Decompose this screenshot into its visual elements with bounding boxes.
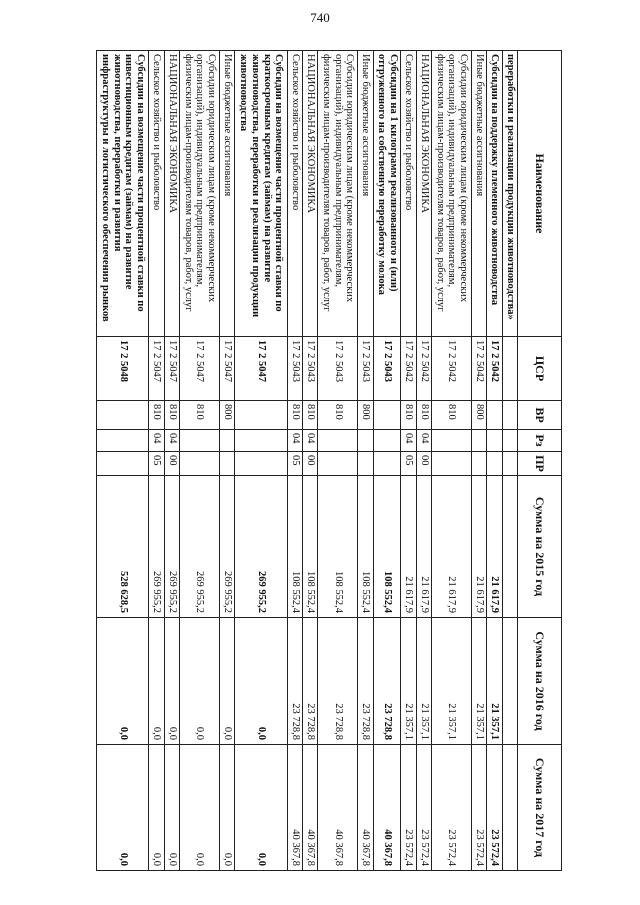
cell-name: Иные бюджетные ассигнования (471, 51, 486, 337)
cell-sum-2016: 0,0 (220, 618, 235, 745)
cell-vr (97, 401, 149, 430)
cell-name: Субсидии на 1 килограмм реализованного и (или) отгруженного на собственную переработку молока (373, 51, 401, 337)
cell-rz (487, 430, 502, 452)
cell-vr: 810 (149, 401, 164, 430)
cell-vr: 800 (220, 401, 235, 430)
cell-sum-2017: 40 367,8 (358, 745, 373, 871)
cell-pr (431, 452, 471, 476)
table-row (401, 51, 416, 871)
cell-csr: 17 2 5042 (431, 337, 471, 401)
table-body (97, 51, 518, 871)
cell-csr: 17 2 5047 (149, 337, 164, 401)
table-row (287, 51, 302, 871)
cell-sum-2016: 0,0 (235, 618, 287, 745)
table-row (502, 51, 517, 871)
cell-pr (502, 452, 517, 476)
cell-csr: 17 2 5042 (487, 337, 502, 401)
cell-sum-2016: 0,0 (149, 618, 164, 745)
table-row (373, 51, 401, 871)
cell-rz (471, 430, 486, 452)
header-sum-2015: Сумма на 2015 год (518, 476, 562, 618)
cell-sum-2017: 40 367,8 (287, 745, 302, 871)
header-rz: Рз (518, 430, 562, 452)
cell-pr: 00 (164, 452, 179, 476)
cell-sum-2017: 0,0 (149, 745, 164, 871)
cell-name: Субсидии юридическим лицам (кроме некоммерческих организаций), индивидуальным предпринимателям, физическим лицам-производителям товаров, работ, услуг (431, 51, 471, 337)
cell-sum-2016: 21 357,1 (487, 618, 502, 745)
cell-pr: 00 (416, 452, 431, 476)
page-number: 740 (310, 10, 330, 25)
cell-vr (373, 401, 401, 430)
cell-rz (180, 430, 220, 452)
cell-sum-2015: 269 955,2 (235, 476, 287, 618)
cell-sum-2017: 23 572,4 (416, 745, 431, 871)
cell-rz: 04 (149, 430, 164, 452)
budget-table (96, 50, 562, 871)
cell-name: НАЦИОНАЛЬНАЯ ЭКОНОМИКА (302, 51, 317, 337)
table-row (318, 51, 358, 871)
cell-vr: 810 (180, 401, 220, 430)
cell-name: Субсидии юридическим лицам (кроме некоммерческих организаций), индивидуальным предпринимателям, физическим лицам-производителям товаров, работ, услуг (318, 51, 358, 337)
cell-pr (487, 452, 502, 476)
cell-pr (180, 452, 220, 476)
cell-sum-2015: 269 955,2 (164, 476, 179, 618)
cell-csr: 17 2 5042 (471, 337, 486, 401)
cell-rz (431, 430, 471, 452)
cell-sum-2016: 0,0 (164, 618, 179, 745)
cell-csr: 17 2 5043 (373, 337, 401, 401)
cell-csr: 17 2 5043 (358, 337, 373, 401)
cell-name: Субсидии юридическим лицам (кроме некоммерческих организаций), индивидуальным предпринимателям, физическим лицам-производителям товаров, работ, услуг (180, 51, 220, 337)
cell-sum-2016: 23 728,8 (358, 618, 373, 745)
cell-name: Субсидии на поддержку племенного животноводства (487, 51, 502, 337)
table-row (416, 51, 431, 871)
table-row (164, 51, 179, 871)
cell-rz (502, 430, 517, 452)
table-row (220, 51, 235, 871)
cell-pr: 05 (149, 452, 164, 476)
cell-sum-2016: 21 357,1 (416, 618, 431, 745)
cell-vr (502, 401, 517, 430)
cell-name: Субсидии на возмещение части процентной ставки по краткосрочным кредитам (займам) на развитие животноводства, переработки и реализации продукции животноводства (235, 51, 287, 337)
cell-sum-2015: 269 955,2 (180, 476, 220, 618)
cell-name: НАЦИОНАЛЬНАЯ ЭКОНОМИКА (416, 51, 431, 337)
cell-sum-2015: 269 955,2 (149, 476, 164, 618)
cell-sum-2016: 23 728,8 (287, 618, 302, 745)
header-pr: ПР (518, 452, 562, 476)
table-row (431, 51, 471, 871)
cell-pr: 00 (302, 452, 317, 476)
cell-sum-2017: 23 572,4 (401, 745, 416, 871)
cell-rz: 04 (164, 430, 179, 452)
cell-csr: 17 2 5043 (302, 337, 317, 401)
cell-csr: 17 2 5043 (318, 337, 358, 401)
cell-rz (235, 430, 287, 452)
header-sum-2017: Сумма на 2017 год (518, 745, 562, 871)
cell-pr (471, 452, 486, 476)
cell-pr (97, 452, 149, 476)
cell-vr: 810 (318, 401, 358, 430)
cell-sum-2017: 0,0 (220, 745, 235, 871)
cell-sum-2015: 108 552,4 (302, 476, 317, 618)
cell-sum-2017: 23 572,4 (487, 745, 502, 871)
cell-name: Субсидии на возмещение части процентной ставки по инвестиционным кредитам (займам) на развитие животноводства, переработки и развития инфраструктуры и логистического обеспечения рынков (97, 51, 149, 337)
cell-sum-2016: 0,0 (180, 618, 220, 745)
cell-csr: 17 2 5048 (97, 337, 149, 401)
header-sum-2016: Сумма на 2016 год (518, 618, 562, 745)
cell-name: Иные бюджетные ассигнования (220, 51, 235, 337)
cell-name: Сельское хозяйство и рыболовство (401, 51, 416, 337)
cell-csr: 17 2 5042 (401, 337, 416, 401)
cell-csr: 17 2 5047 (235, 337, 287, 401)
cell-rz: 04 (416, 430, 431, 452)
cell-name: НАЦИОНАЛЬНАЯ ЭКОНОМИКА (164, 51, 179, 337)
cell-sum-2017: 0,0 (164, 745, 179, 871)
cell-name: Сельское хозяйство и рыболовство (287, 51, 302, 337)
cell-rz (97, 430, 149, 452)
table-row (235, 51, 287, 871)
cell-vr: 810 (401, 401, 416, 430)
table-row (149, 51, 164, 871)
header-vr: ВР (518, 401, 562, 430)
cell-name: Иные бюджетные ассигнования (358, 51, 373, 337)
cell-rz (358, 430, 373, 452)
cell-vr: 810 (287, 401, 302, 430)
cell-rz: 04 (287, 430, 302, 452)
cell-csr: 17 2 5042 (416, 337, 431, 401)
table-row (471, 51, 486, 871)
cell-pr: 05 (401, 452, 416, 476)
cell-sum-2016: 21 357,1 (471, 618, 486, 745)
cell-vr: 810 (416, 401, 431, 430)
header-name: Наименование (518, 51, 562, 337)
cell-pr (235, 452, 287, 476)
cell-csr (502, 337, 517, 401)
cell-pr (220, 452, 235, 476)
cell-vr: 810 (302, 401, 317, 430)
cell-name: переработки и реализации продукции животноводства» (502, 51, 517, 337)
cell-sum-2015: 108 552,4 (287, 476, 302, 618)
cell-sum-2015: 21 617,9 (471, 476, 486, 618)
cell-name: Сельское хозяйство и рыболовство (149, 51, 164, 337)
cell-rz (220, 430, 235, 452)
cell-csr: 17 2 5043 (287, 337, 302, 401)
cell-sum-2015: 21 617,9 (431, 476, 471, 618)
cell-sum-2015: 108 552,4 (358, 476, 373, 618)
cell-csr: 17 2 5047 (220, 337, 235, 401)
cell-sum-2017: 0,0 (180, 745, 220, 871)
cell-vr: 810 (164, 401, 179, 430)
cell-rz: 04 (302, 430, 317, 452)
cell-sum-2015: 528 628,5 (97, 476, 149, 618)
cell-sum-2015: 21 617,9 (401, 476, 416, 618)
cell-sum-2015: 21 617,9 (487, 476, 502, 618)
cell-sum-2016: 21 357,1 (431, 618, 471, 745)
cell-sum-2017: 40 367,8 (318, 745, 358, 871)
cell-vr: 800 (471, 401, 486, 430)
cell-sum-2017: 23 572,4 (431, 745, 471, 871)
cell-rz: 04 (401, 430, 416, 452)
cell-sum-2017: 0,0 (235, 745, 287, 871)
header-csr: ЦСР (518, 337, 562, 401)
cell-pr (358, 452, 373, 476)
cell-sum-2015: 269 955,2 (220, 476, 235, 618)
cell-sum-2015: 21 617,9 (416, 476, 431, 618)
cell-sum-2016: 23 728,8 (373, 618, 401, 745)
cell-rz (373, 430, 401, 452)
cell-rz (318, 430, 358, 452)
table-row (358, 51, 373, 871)
cell-sum-2016: 23 728,8 (318, 618, 358, 745)
cell-sum-2017: 23 572,4 (471, 745, 486, 871)
cell-pr (318, 452, 358, 476)
cell-pr (373, 452, 401, 476)
table-row (302, 51, 317, 871)
cell-sum-2017 (502, 745, 517, 871)
cell-vr: 810 (431, 401, 471, 430)
cell-sum-2015 (502, 476, 517, 618)
cell-sum-2015: 108 552,4 (373, 476, 401, 618)
cell-sum-2017: 40 367,8 (373, 745, 401, 871)
cell-pr: 05 (287, 452, 302, 476)
cell-sum-2016: 23 728,8 (302, 618, 317, 745)
cell-sum-2016 (502, 618, 517, 745)
cell-sum-2017: 0,0 (97, 745, 149, 871)
cell-vr (235, 401, 287, 430)
cell-sum-2016: 21 357,1 (401, 618, 416, 745)
cell-csr: 17 2 5047 (164, 337, 179, 401)
table-header-row (518, 51, 562, 871)
table-row (180, 51, 220, 871)
budget-table-rotated (96, 50, 562, 870)
cell-vr (487, 401, 502, 430)
table-row (487, 51, 502, 871)
table-row (97, 51, 149, 871)
cell-vr: 800 (358, 401, 373, 430)
cell-sum-2016: 0,0 (97, 618, 149, 745)
cell-sum-2017: 40 367,8 (302, 745, 317, 871)
cell-sum-2015: 108 552,4 (318, 476, 358, 618)
cell-csr: 17 2 5047 (180, 337, 220, 401)
